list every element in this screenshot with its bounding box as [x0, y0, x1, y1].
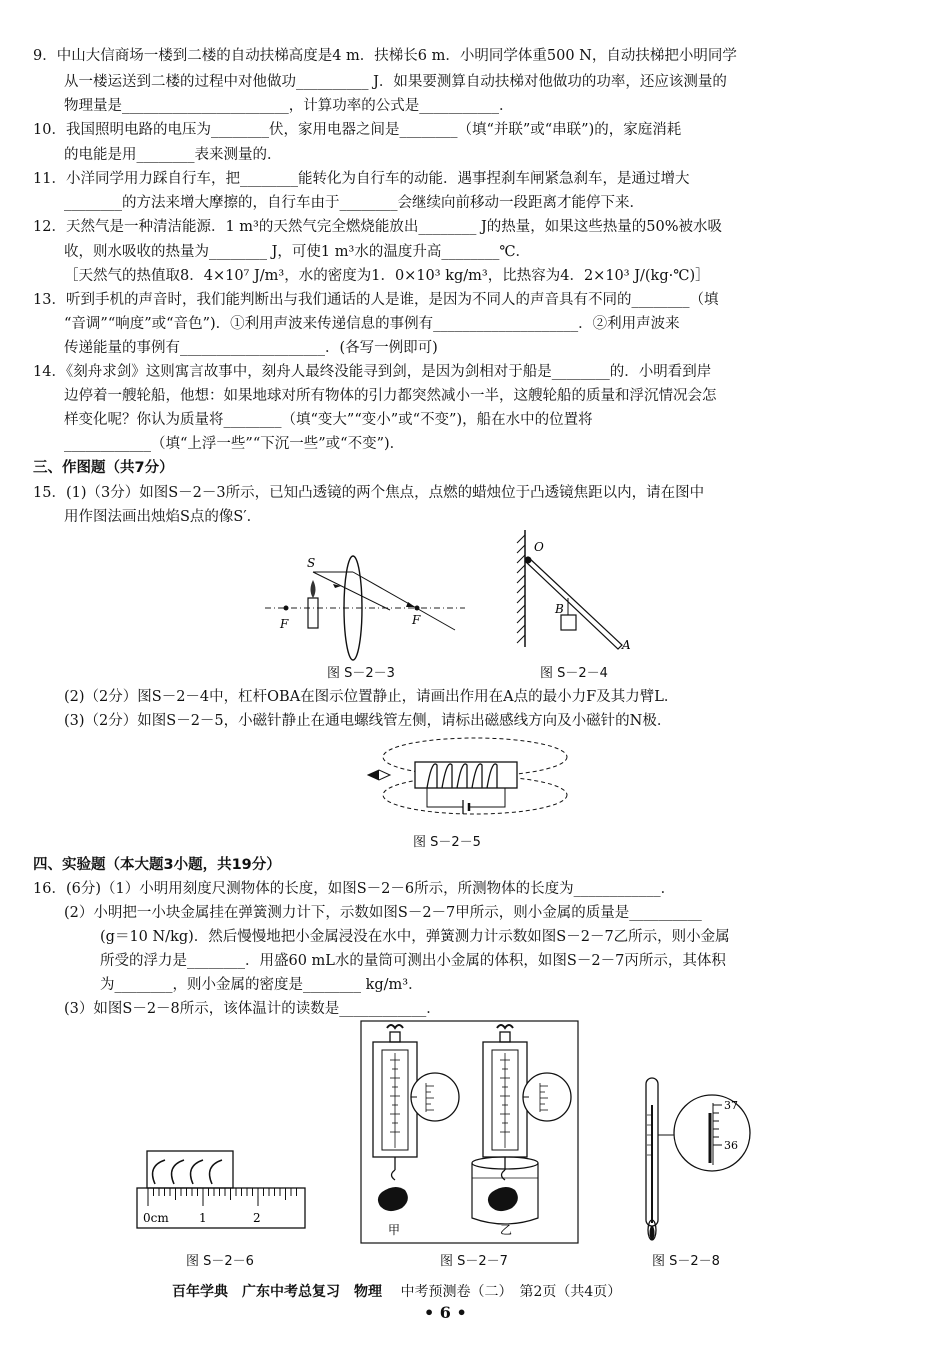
label-yi: 乙	[500, 1223, 513, 1237]
ruler-label-1: 1	[199, 1211, 207, 1225]
q12-line-2: 收，则水吸收的热量为________ J，可使1 m³水的温度升高________℃．	[64, 244, 531, 260]
q12-line-1: 12．天然气是一种清洁能源．1 m³的天然气完全燃烧能放出________ J的热量，如果这些热量的50%被水吸	[33, 219, 722, 235]
label-o: O	[534, 540, 544, 554]
label-s: S	[307, 556, 316, 570]
q10-line-2: 的电能是用________表来测量的．	[64, 147, 282, 163]
q16-line-3: (g＝10 N/kg)．然后慢慢地把小金属浸没在水中，弹簧测力计示数如图S－2－7乙所示，则小金属	[100, 929, 730, 945]
caption-fig8: 图 S－2－8	[652, 1254, 720, 1269]
footer-subtitle: 中考预测卷（二） 第2页（共4页）	[400, 1284, 622, 1300]
q10-line-1: 10．我国照明电路的电压为________伏，家用电器之间是________（填“并联”或“串联”)的，家庭消耗	[33, 122, 682, 138]
q9-line-1: 9．中山大信商场一楼到二楼的自动扶梯高度是4 m．扶梯长6 m．小明同学体重500 N，自动扶梯把小明同学	[33, 48, 737, 64]
footer-brand: 百年学典 广东中考总复习 物理	[172, 1284, 382, 1300]
ruler-label-0: 0cm	[143, 1211, 169, 1225]
thermo-label-37: 37	[724, 1099, 738, 1112]
figure-lever	[510, 525, 640, 655]
q9-line-3: 物理量是_______________________，计算功率的公式是___________．	[64, 98, 514, 114]
label-b: B	[555, 602, 564, 616]
ruler-label-2: 2	[253, 1211, 261, 1225]
figure-lens	[265, 550, 465, 665]
q15-2-line: (2)（2分）图S－2－4中，杠杆OBA在图示位置静止，请画出作用在A点的最小力F及其力臂L．	[64, 689, 679, 705]
section-3-heading: 三、作图题（共7分）	[33, 460, 174, 476]
q16-3-line: (3）如图S－2－8所示，该体温计的读数是____________．	[64, 1001, 441, 1017]
q9-line-2: 从一楼运送到二楼的过程中对他做功__________ J．如果要测算自动扶梯对他做功的功率，还应该测量的	[64, 74, 727, 90]
section-4-heading: 四、实验题（本大题3小题，共19分）	[33, 857, 281, 873]
q14-line-4: ____________（填“上浮一些”“下沉一些”或“不变”)．	[64, 436, 405, 452]
label-jia: 甲	[388, 1223, 401, 1237]
caption-fig4: 图 S－2－4	[540, 666, 608, 681]
q15-3-line: (3)（2分）如图S－2－5，小磁针静止在通电螺线管左侧，请标出磁感线方向及小磁针的N极．	[64, 713, 672, 729]
label-f-right: F	[412, 613, 421, 627]
page-number: • 6 •	[424, 1303, 467, 1322]
q11-line-2: ________的方法来增大摩擦的，自行车由于________会继续向前移动一段距离才能停下来．	[64, 195, 644, 211]
figure-ruler	[135, 1148, 310, 1233]
q11-line-1: 11．小洋同学用力踩自行车，把________能转化为自行车的动能．遇事捏刹车闸紧急刹车，是通过增大	[33, 171, 690, 187]
q12-line-3: ［天然气的热值取8．4×10⁷ J/m³，水的密度为1．0×10³ kg/m³，比热容为4．2×10³ J/(kg·℃)］	[64, 268, 710, 284]
caption-fig7: 图 S－2－7	[440, 1254, 508, 1269]
q15-line-1: 15．(1)（3分）如图S－2－3所示，已知凸透镜的两个焦点，点燃的蜡烛位于凸透镜焦距以内，请在图中	[33, 485, 705, 501]
q16-line-5: 为________，则小金属的密度是________ kg/m³．	[100, 977, 423, 993]
figure-spring-scale	[360, 1020, 580, 1245]
figure-solenoid	[365, 735, 570, 820]
q16-line-1: 16．(6分)（1）小明用刻度尺测物体的长度，如图S－2－6所示，所测物体的长度为____________．	[33, 881, 676, 897]
q13-line-2: “音调”“响度”或“音色”)．①利用声波来传递信息的事例有____________________．②利用声波来	[64, 316, 680, 332]
q15-line-2: 用作图法画出烛焰S点的像S′．	[64, 509, 262, 525]
q16-line-2: (2）小明把一小块金属挂在弹簧测力计下，示数如图S－2－7甲所示，则小金属的质量是__________	[64, 905, 702, 921]
q13-line-1: 13．听到手机的声音时，我们能判断出与我们通话的人是谁，是因为不同人的声音具有不同的________（填	[33, 292, 719, 308]
thermo-label-36: 36	[724, 1139, 738, 1152]
caption-fig6: 图 S－2－6	[186, 1254, 254, 1269]
q14-line-1: 14．《刻舟求剑》这则寓言故事中，刻舟人最终没能寻到剑，是因为剑相对于船是________的．小明看到岸	[33, 364, 712, 380]
figure-thermometer	[640, 1075, 755, 1245]
q14-line-2: 边停着一艘轮船，他想：如果地球对所有物体的引力都突然减小一半，这艘轮船的质量和浮沉情况会怎	[64, 388, 717, 404]
caption-fig3: 图 S－2－3	[327, 666, 395, 681]
q14-line-3: 样变化呢？你认为质量将________（填“变大”“变小”或“不变”)，船在水中的位置将	[64, 412, 593, 428]
q16-line-4: 所受的浮力是________．用盛60 mL水的量筒可测出小金属的体积，如图S－2－7丙所示，其体积	[100, 953, 726, 969]
q13-line-3: 传递能量的事例有____________________．(各写一例即可)	[64, 340, 438, 356]
label-a: A	[622, 638, 631, 652]
label-f-left: F	[280, 617, 289, 631]
footer-line	[172, 1281, 621, 1301]
caption-fig5: 图 S－2－5	[413, 835, 481, 850]
